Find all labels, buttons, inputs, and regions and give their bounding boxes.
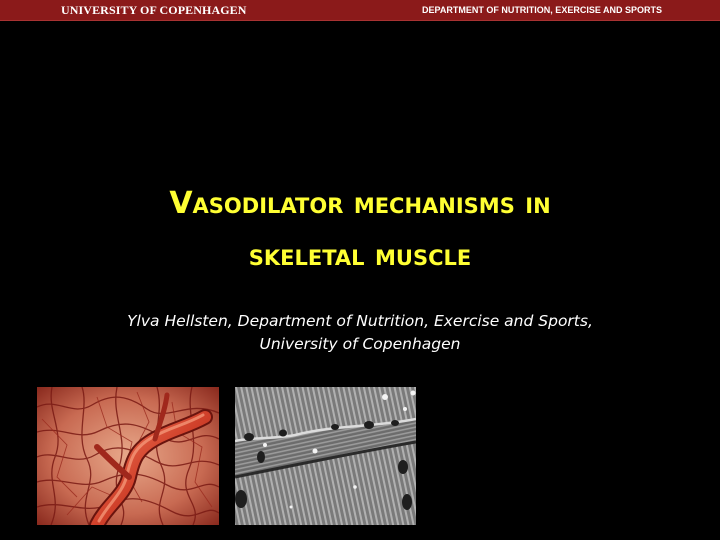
muscle-fiber-micrograph bbox=[235, 387, 416, 525]
header-bar bbox=[0, 0, 720, 21]
title-line-1: Vasodilator mechanisms in bbox=[169, 186, 551, 221]
subtitle-line-1: Ylva Hellsten, Department of Nutrition, Exercise and Sports, bbox=[127, 312, 593, 330]
slide-title bbox=[60, 178, 660, 282]
department-name: DEPARTMENT OF NUTRITION, EXERCISE AND SPORTS bbox=[421, 5, 662, 15]
capillary-network-image bbox=[37, 387, 219, 525]
subtitle-line-2: University of Copenhagen bbox=[259, 335, 461, 353]
title-line-2: skeletal muscle bbox=[248, 238, 472, 273]
slide-subtitle bbox=[60, 310, 660, 356]
university-name: UNIVERSITY OF COPENHAGEN bbox=[61, 3, 247, 17]
